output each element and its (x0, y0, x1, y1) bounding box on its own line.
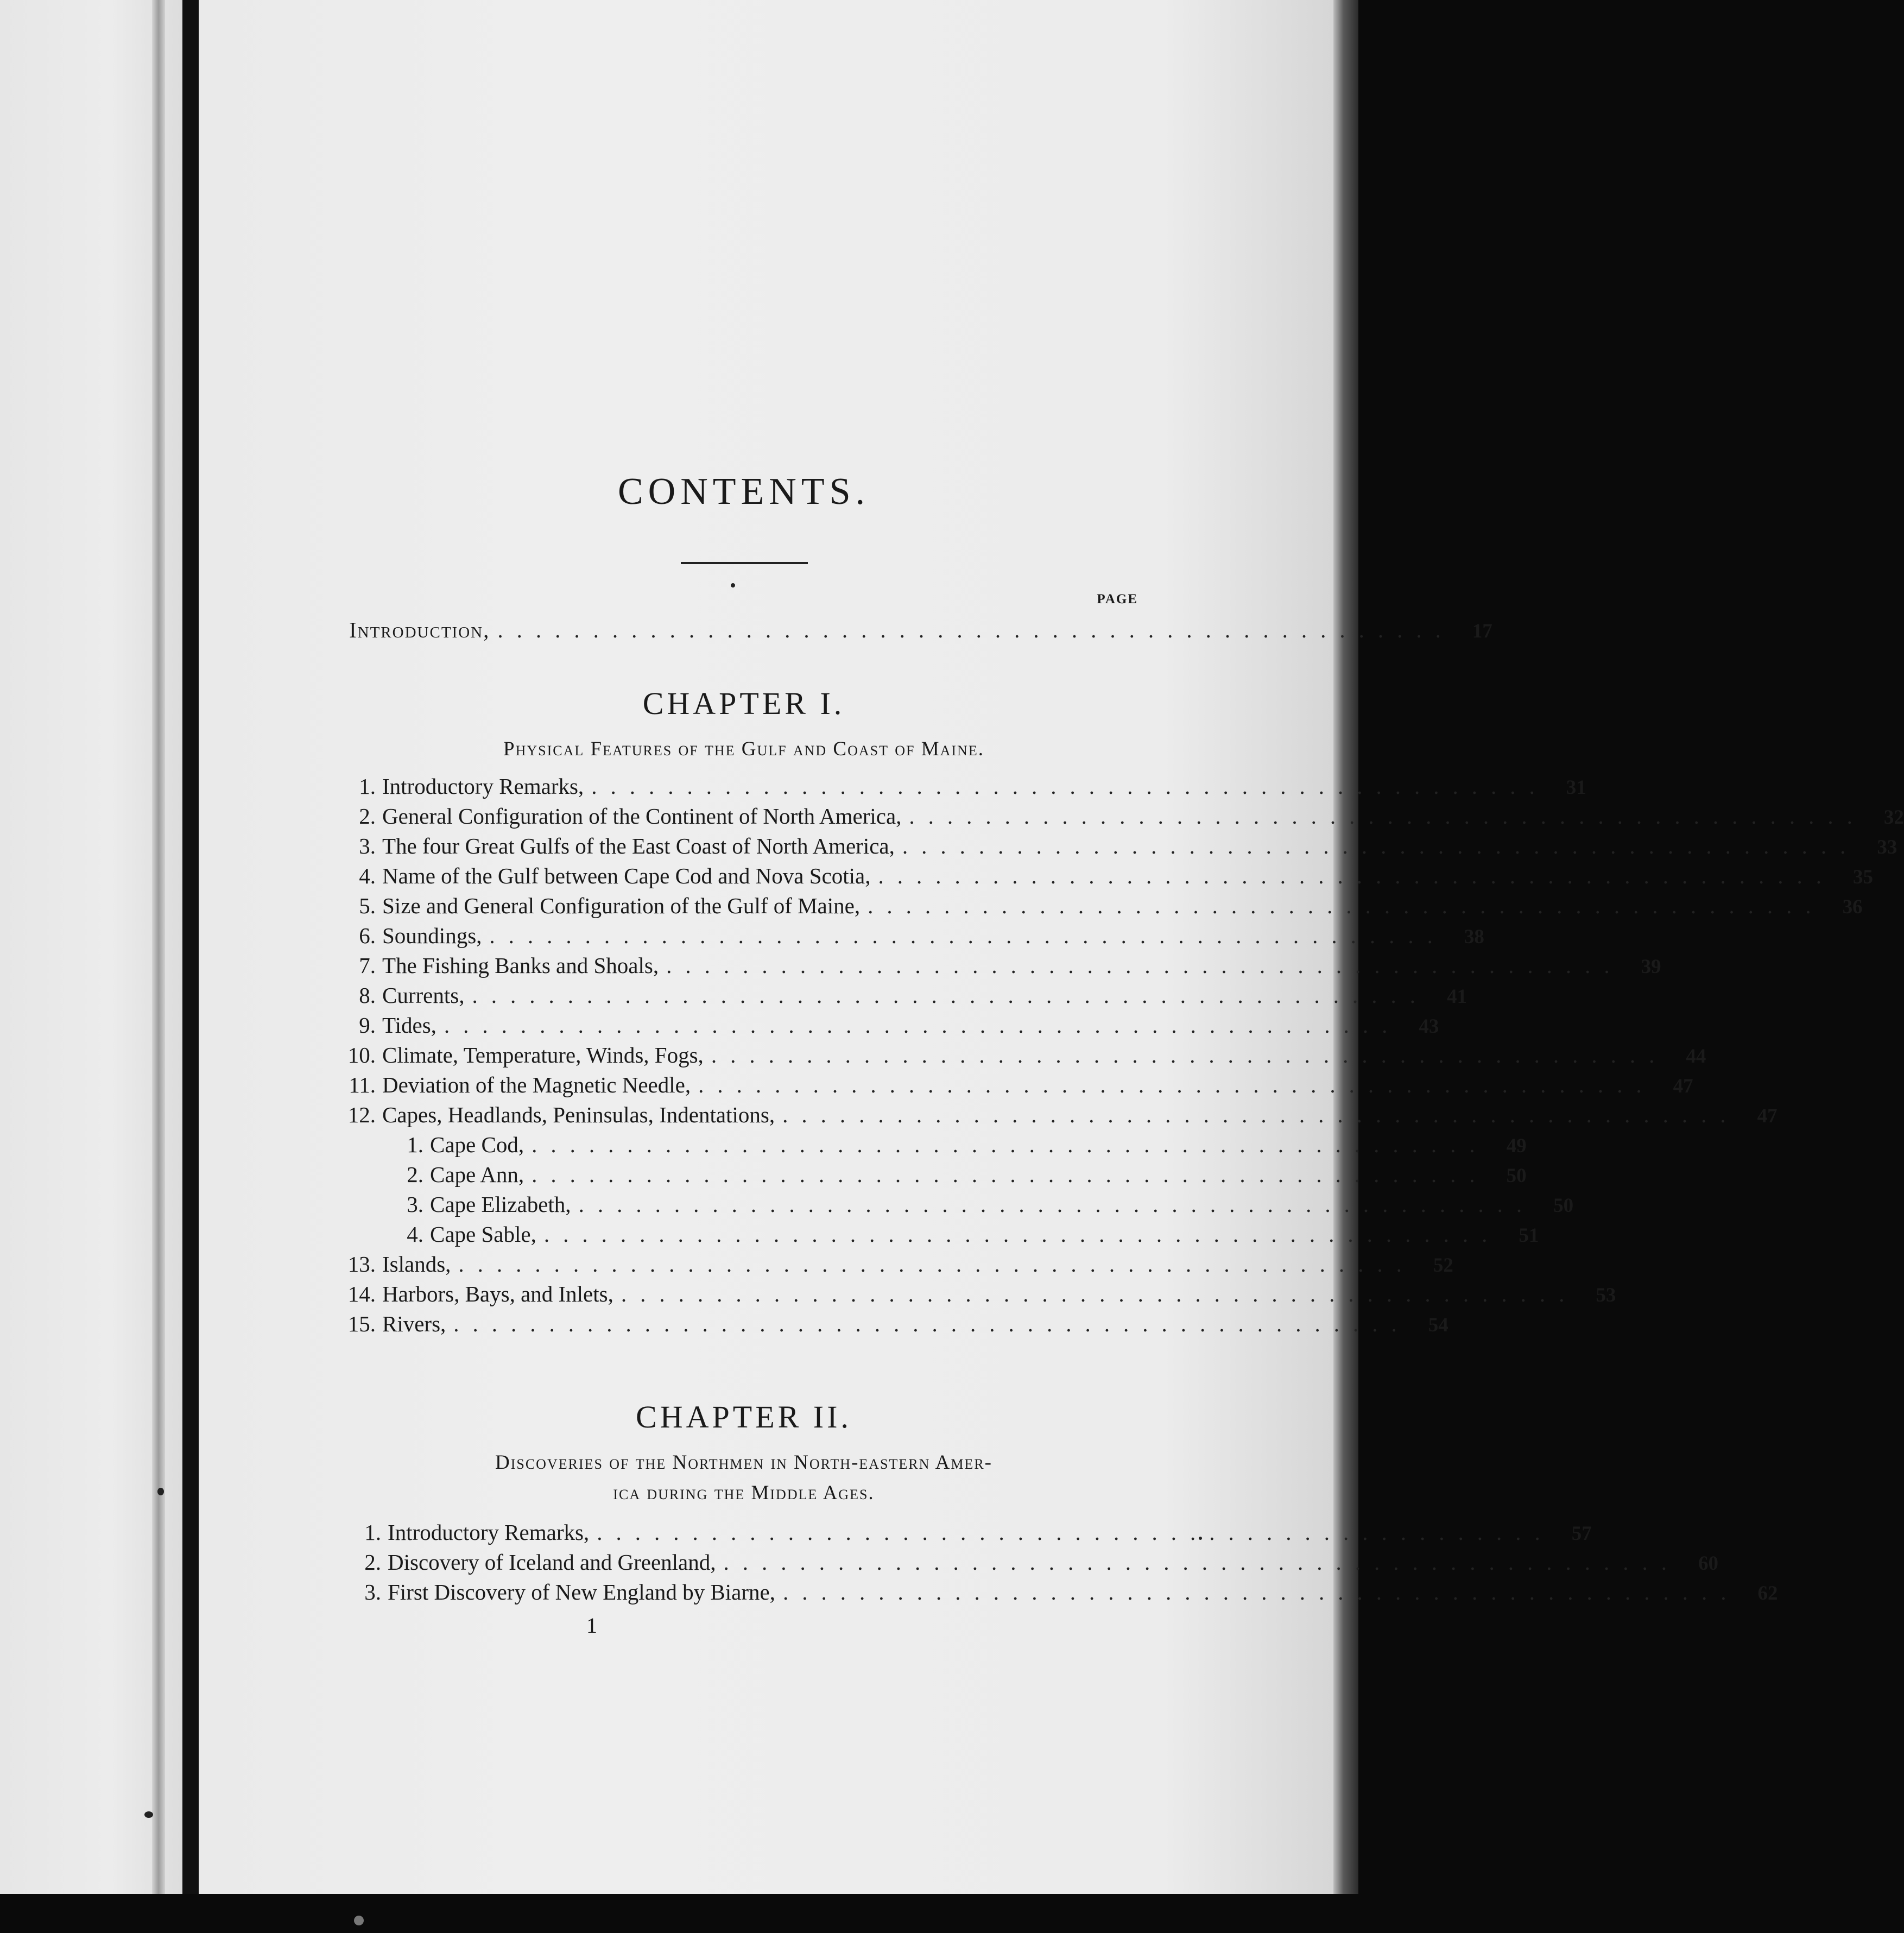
toc-entry-number: 3. (359, 833, 376, 858)
toc-entry-number: 4. (407, 1222, 423, 1247)
toc-entry-page: 47 (1673, 1075, 1693, 1097)
leader-dots: .................................................. (444, 1013, 1401, 1038)
contents-title: CONTENTS. (617, 471, 870, 513)
toc-subentry[interactable] (401, 1130, 1527, 1159)
leader-dots: .................................................. (597, 1520, 1554, 1545)
toc-entry-page: 51 (1519, 1224, 1539, 1247)
toc-entry-page: 32 (1883, 806, 1904, 829)
toc-entry-page: 47 (1757, 1105, 1778, 1127)
toc-entry-label: Tides, (382, 1013, 437, 1038)
chapter-heading: CHAPTER I. (642, 686, 845, 721)
toc-entry-label: Cape Sable, (430, 1222, 536, 1247)
toc-entry-introduction[interactable] (349, 616, 1492, 644)
toc-entry-label: Cape Ann, (430, 1162, 524, 1187)
toc-entry-number: 7. (359, 953, 376, 978)
toc-entry-number: 10. (347, 1043, 376, 1067)
toc-entry-page: 50 (1553, 1195, 1574, 1217)
toc-entry-page: 43 (1419, 1015, 1439, 1038)
toc-entry-number: 2. (364, 1550, 381, 1575)
toc-entry-page: 39 (1641, 956, 1661, 978)
toc-entry-page: 35 (1852, 866, 1873, 888)
toc-entry-label: The four Great Gulfs of the East Coast of North America, (382, 833, 895, 858)
toc-entry-number: 2. (359, 804, 376, 829)
toc-entry-label: General Configuration of the Continent of North America, (382, 804, 902, 829)
toc-entry[interactable] (342, 1101, 1778, 1129)
scan-speck (157, 1488, 164, 1495)
toc-entry-number: 1. (364, 1520, 381, 1545)
toc-entry-page: 62 (1757, 1582, 1778, 1604)
gutter (182, 0, 199, 1894)
toc-entry-number: 15. (347, 1311, 376, 1336)
toc-entry-number: 13. (347, 1252, 376, 1277)
leader-dots: .................................................. (578, 1192, 1536, 1217)
leader-dots: .................................................. (909, 804, 1866, 829)
toc-entry-label: Deviation of the Magnetic Needle, (382, 1072, 691, 1097)
toc-entry[interactable] (342, 892, 1863, 920)
toc-entry-number: 3. (364, 1580, 381, 1604)
leader-dots: .................................................. (868, 893, 1825, 918)
toc-entry-number: 2. (407, 1162, 423, 1187)
toc-entry[interactable] (358, 1518, 1592, 1546)
toc-entry-label: Cape Cod, (430, 1132, 524, 1157)
toc-entry-number: 8. (359, 983, 376, 1008)
chapter-subtitle: Physical Features of the Gulf and Coast of Maine. (503, 738, 984, 760)
toc-entry-number: 9. (359, 1013, 376, 1038)
toc-entry-label: Harbors, Bays, and Inlets, (382, 1281, 613, 1306)
toc-entry-page: 60 (1698, 1552, 1718, 1575)
leader-dots: .................................................. (621, 1281, 1578, 1306)
leader-dots: .................................................. (711, 1043, 1668, 1067)
toc-entry-number: 14. (347, 1281, 376, 1306)
toc-entry-page: 33 (1877, 836, 1897, 858)
toc-entry[interactable] (342, 772, 1586, 800)
toc-entry-label: Introductory Remarks, (382, 774, 584, 799)
leader-dots: .................................................. (782, 1102, 1739, 1127)
toc-entry-label: Introduction, (349, 617, 490, 642)
leader-dots: .................................................. (489, 923, 1446, 948)
toc-entry[interactable] (342, 1280, 1616, 1308)
toc-entry-number: 6. (359, 923, 376, 948)
toc-entry[interactable] (342, 1250, 1453, 1278)
toc-entry-label: Islands, (382, 1252, 451, 1277)
toc-entry-label: Rivers, (382, 1311, 446, 1336)
leader-dots: .................................................. (472, 983, 1429, 1008)
scan-border-bottom (0, 1894, 1370, 1933)
scan-speck (144, 1811, 153, 1818)
toc-entry-page: 50 (1506, 1165, 1527, 1187)
toc-entry[interactable] (342, 1011, 1439, 1039)
leader-dots: .................................................. (902, 833, 1859, 858)
toc-entry-label: The Fishing Banks and Shoals, (382, 953, 659, 978)
toc-entry-label: Soundings, (382, 923, 482, 948)
toc-entry-page: 54 (1428, 1314, 1448, 1336)
page-number: 1 (586, 1613, 597, 1638)
chapter-subtitle-line-2: ica during the Middle Ages. (613, 1482, 875, 1504)
leader-dots: .................................................. (532, 1132, 1489, 1157)
chapter-subtitle-line-1: Discoveries of the Northmen in North-eastern Amer- (495, 1451, 992, 1474)
toc-entry-page: 17 (1472, 620, 1492, 642)
toc-entry-number: 5. (359, 893, 376, 918)
toc-entry[interactable] (342, 1071, 1693, 1099)
toc-subentry[interactable] (401, 1220, 1539, 1248)
toc-entry-page: 57 (1571, 1523, 1592, 1545)
scan-speck (354, 1916, 364, 1925)
toc-entry-page: 38 (1464, 926, 1484, 948)
toc-entry-label: Name of the Gulf between Cape Cod and Nova Scotia, (382, 863, 871, 888)
toc-entry-page: 53 (1596, 1284, 1616, 1306)
toc-subentry[interactable] (401, 1160, 1527, 1189)
toc-entry-number: 3. (407, 1192, 423, 1217)
leader-dots: .................................................. (698, 1072, 1655, 1097)
toc-entry[interactable] (342, 921, 1484, 950)
leader-dots: .................................................. (878, 863, 1835, 888)
leader-dots: .................................................. (453, 1311, 1410, 1336)
toc-entry[interactable] (342, 862, 1873, 890)
toc-entry-page: 49 (1506, 1135, 1527, 1157)
leader-dots: .................................................. (532, 1162, 1489, 1187)
toc-entry-label: Discovery of Iceland and Greenland, (388, 1550, 716, 1575)
toc-entry-number: 1. (407, 1132, 423, 1157)
toc-entry[interactable] (358, 1578, 1778, 1606)
toc-entry-number: 11. (349, 1072, 376, 1097)
leader-dots: .................................................. (458, 1252, 1415, 1277)
leader-dots: .................................................. (591, 774, 1548, 799)
toc-entry-number: 12. (347, 1102, 376, 1127)
toc-entry[interactable] (342, 1041, 1706, 1069)
spine-shadow (152, 0, 165, 1894)
leader-dots: .................................................. (782, 1580, 1740, 1604)
toc-entry-label: Climate, Temperature, Winds, Fogs, (382, 1043, 704, 1067)
toc-entry-page: 31 (1566, 776, 1586, 799)
toc-entry[interactable] (342, 981, 1467, 1009)
leader-dots: .................................................. (497, 617, 1454, 642)
toc-entry[interactable] (342, 951, 1661, 980)
toc-entry[interactable] (342, 1310, 1448, 1338)
toc-entry-label: Capes, Headlands, Peninsulas, Indentations, (382, 1102, 775, 1127)
toc-entry-page: 52 (1433, 1254, 1453, 1277)
page-column-heading: PAGE (1097, 592, 1138, 607)
toc-entry-page: 41 (1446, 986, 1467, 1008)
toc-subentry[interactable] (401, 1190, 1574, 1218)
toc-entry-number: 1. (359, 774, 376, 799)
toc-entry-label: Cape Elizabeth, (430, 1192, 571, 1217)
leader-dots: .................................................. (723, 1550, 1680, 1575)
leader-dots: .................................................. (666, 953, 1623, 978)
toc-entry-number: 4. (359, 863, 376, 888)
toc-entry[interactable] (342, 802, 1904, 830)
toc-entry-page: 36 (1842, 896, 1863, 918)
toc-entry-label: Currents, (382, 983, 465, 1008)
toc-entry[interactable] (342, 832, 1897, 860)
toc-entry-label: First Discovery of New England by Biarne, (388, 1580, 775, 1604)
leader-dots: .................................................. (543, 1222, 1501, 1247)
scan-speck (731, 583, 735, 588)
toc-entry-label: Introductory Remarks, (388, 1520, 590, 1545)
chapter-heading: CHAPTER II. (636, 1399, 852, 1435)
toc-entry[interactable] (358, 1548, 1718, 1576)
title-rule (681, 562, 808, 564)
toc-entry-label: Size and General Configuration of the Gulf of Maine, (382, 893, 861, 918)
toc-entry-page: 44 (1686, 1045, 1706, 1067)
